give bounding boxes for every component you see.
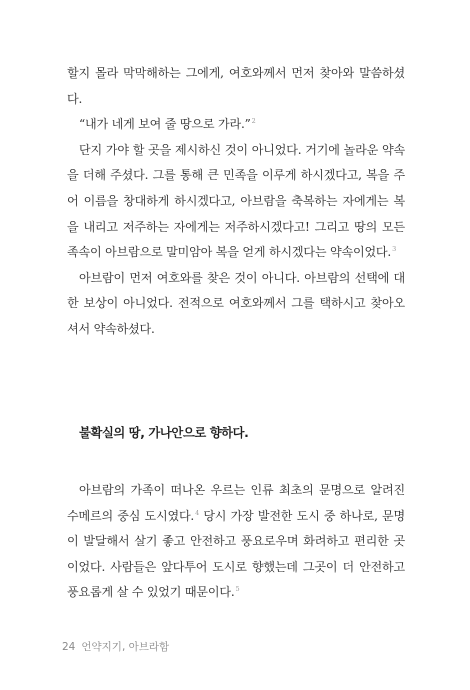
page-footer <box>62 639 169 654</box>
paragraph-text: 아브람의 가족이 떠나온 우르는 인류 최초의 문명으로 알려진 수메르의 중심 도시였다. <box>67 483 405 523</box>
paragraph-ur <box>67 478 405 606</box>
running-title: 언약지기, 아브라함 <box>81 641 170 653</box>
body-text-lower <box>67 478 405 606</box>
paragraph-continuation <box>67 61 405 112</box>
paragraph-text: 아브람이 먼저 여호와를 찾은 것이 아니다. 아브람의 선택에 대한 보상이 아니었다. 전적으로 여호와께서 그를 택하시고 찾아오셔서 약속하셨다. <box>67 270 405 336</box>
paragraph-text: 단지 가야 할 곳을 제시하신 것이 아니었다. 거기에 놀라운 약속을 더해 주셨다. 그를 통해 큰 민족을 이루게 하시겠다고, 복을 주어 이름을 창대하게 하시겠다고, 아브람을 축복하는 자에게는 복을 내리고 저주하는 자에게는 저주하시겠다고! 그리고 땅의 모든 족속이 아브람으로 말미암아 복을 얻게 하시겠다는 약속이었다. <box>67 142 405 260</box>
paragraph-text: 할지 몰라 막막해하는 그에게, 여호와께서 먼저 찾아와 말씀하셨다. <box>67 66 405 106</box>
body-text-upper <box>67 61 405 343</box>
paragraph-text: 당시 가장 발전한 도시 중 하나로, 문명이 발달해서 살기 좋고 안전하고 풍요로우며 화려하고 편리한 곳이었다. 사람들은 앞다투어 도시로 향했는데 그곳이 더 안전하고 풍요롭게 살 수 있었기 때문이다. <box>67 508 405 600</box>
paragraph-choice <box>67 266 405 343</box>
quote-text: “내가 네게 보여 줄 땅으로 가라.” <box>79 117 251 132</box>
footnote-marker[interactable]: 4 <box>195 508 200 517</box>
footnote-marker[interactable]: 2 <box>251 117 256 126</box>
footnote-marker[interactable]: 3 <box>392 245 396 254</box>
paragraph-promise <box>67 138 405 266</box>
footnote-marker[interactable]: 5 <box>235 585 240 594</box>
page-number: 24 <box>62 641 76 653</box>
quote-paragraph <box>67 112 405 138</box>
section-heading: 불확실의 땅, 가나안으로 향하다. <box>79 426 249 440</box>
